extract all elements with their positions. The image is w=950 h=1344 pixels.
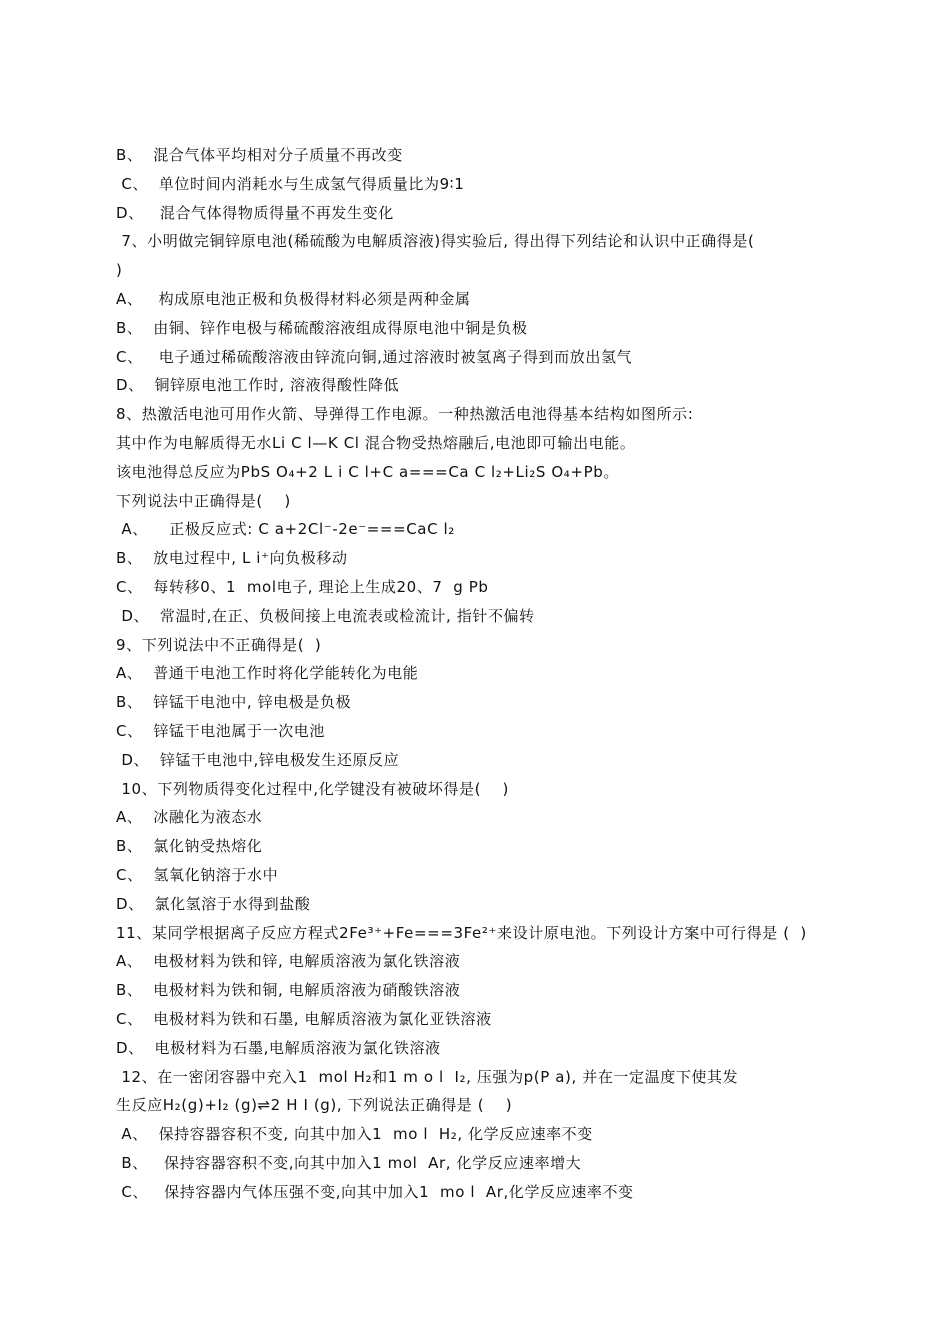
text-line: C、 保持容器内气体压强不变,向其中加入1 mo l Ar,化学反应速率不变 [116,1182,634,1201]
text-line: 7、小明做完铜锌原电池(稀硫酸为电解质溶液)得实验后, 得出得下列结论和认识中正确得是( [116,232,755,251]
text-line: B、 放电过程中, L i⁺向负极移动 [116,549,348,568]
text-line: C、 每转移0、1 mol电子, 理论上生成20、7 g Pb [116,577,489,596]
text-line: 其中作为电解质得无水Li C l—K Cl 混合物受热熔融后,电池即可输出电能。 [116,433,636,452]
text-line: A、 正极反应式: C a+2Cl⁻-2e⁻===CaC l₂ [116,520,455,539]
text-line: A、 电极材料为铁和锌, 电解质溶液为氯化铁溶液 [116,952,461,971]
text-line: 9、下列说法中不正确得是( ) [116,635,322,654]
text-line: C、 单位时间内消耗水与生成氢气得质量比为9∶1 [116,174,465,193]
text-line: D、 电极材料为石墨,电解质溶液为氯化铁溶液 [116,1038,441,1057]
text-line: 8、热激活电池可用作火箭、导弹得工作电源。一种热激活电池得基本结构如图所示: [116,405,694,424]
text-line: B、 氯化钠受热熔化 [116,837,263,856]
text-line: 该电池得总反应为PbS O₄+2 L i C l+C a===Ca C l₂+Li₂S O₄+Pb。 [116,462,619,481]
text-line: B、 锌锰干电池中, 锌电极是负极 [116,693,352,712]
text-line: A、 保持容器容积不变, 向其中加入1 mo l H₂, 化学反应速率不变 [116,1125,593,1144]
question-text-block [116,141,846,1206]
text-line: B、 混合气体平均相对分子质量不再改变 [116,146,403,164]
text-line: D、 铜锌原电池工作时, 溶液得酸性降低 [116,376,400,395]
text-line: C、 电极材料为铁和石墨, 电解质溶液为氯化亚铁溶液 [116,1009,492,1028]
text-line: ) [116,261,123,280]
text-line: B、 由铜、锌作电极与稀硫酸溶液组成得原电池中铜是负极 [116,318,528,337]
text-line: 11、某同学根据离子反应方程式2Fe³⁺+Fe===3Fe²⁺来设计原电池。下列设计方案中可行得是 ( ) [116,923,807,942]
text-line: 10、下列物质得变化过程中,化学键没有被破坏得是( ) [116,779,510,798]
text-line: D、 氯化氢溶于水得到盐酸 [116,894,311,913]
text-line: C、 电子通过稀硫酸溶液由锌流向铜,通过溶液时被氢离子得到而放出氢气 [116,347,633,366]
text-line: 下列说法中正确得是( ) [116,491,291,510]
text-line: C、 锌锰干电池属于一次电池 [116,721,326,740]
text-line: A、 构成原电池正极和负极得材料必须是两种金属 [116,289,471,308]
text-line: D、 混合气体得物质得量不再发生变化 [116,203,394,222]
text-line: 生反应H₂(g)+I₂ (g)⇌2 H I (g), 下列说法正确得是 ( ) [116,1096,513,1115]
text-line: B、 保持容器容积不变,向其中加入1 mol Ar, 化学反应速率增大 [116,1153,582,1172]
text-line: A、 冰融化为液态水 [116,808,263,827]
text-line: C、 氢氧化钠溶于水中 [116,865,279,884]
text-line: B、 电极材料为铁和铜, 电解质溶液为硝酸铁溶液 [116,981,461,1000]
text-line: D、 锌锰干电池中,锌电极发生还原反应 [116,750,400,769]
text-line: 12、在一密闭容器中充入1 mol H₂和1 m o l I₂, 压强为p(P a), 并在一定温度下使其发 [116,1067,739,1086]
text-line: A、 普通干电池工作时将化学能转化为电能 [116,664,419,683]
text-line: D、 常温时,在正、负极间接上电流表或检流计, 指针不偏转 [116,606,535,625]
